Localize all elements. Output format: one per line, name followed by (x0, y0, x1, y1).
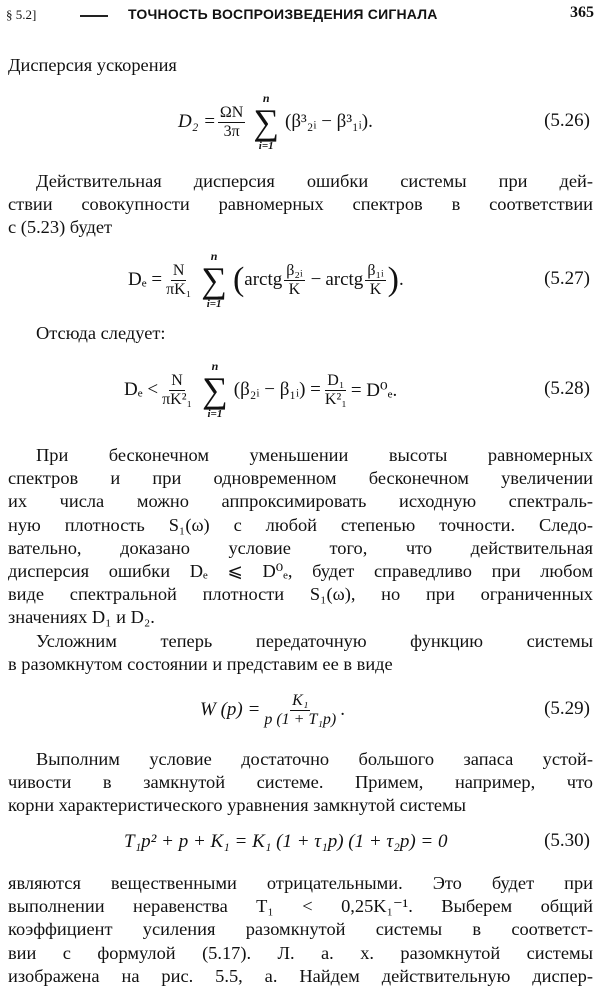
text-line: При бесконечном уменьшении высоты равномерных (36, 445, 593, 465)
text-line: Действительная дисперсия ошибки системы при дей- (36, 171, 593, 191)
equation-5-27: Dₑ = $\frac{N}{\text{πK₁}}$ n ∑ i=1 ( arctg $\frac{\text{β₂ᵢ}}{K}$ − arctg $\frac{\text{β₁ᵢ}}{K}$ ) . (5.27) (128, 249, 590, 310)
text-line: значениях D₁ и D₂. (8, 607, 155, 628)
text-line: в разомкнутом состоянии и представим ее в виде (8, 654, 393, 675)
eq-body: (β³₂ᵢ − β³₁ᵢ). (285, 111, 373, 132)
page-number: 365 (570, 4, 594, 21)
sum-symbol: n ∑ i=1 (202, 359, 228, 420)
text-line: Усложним теперь передаточную функцию системы (36, 631, 593, 651)
eq-fraction: $\frac{\text{β₁ᵢ}}{K}$ (367, 261, 384, 298)
equation-5-28 (0, 350, 600, 430)
arctg-1: arctg (244, 269, 283, 290)
eq-lhs: W (p) = (200, 699, 261, 720)
text-line: коэффициент усиления разомкнутой системы в соответст- (8, 919, 593, 940)
eq-fraction: $\frac{N}{\text{πK²₁}}$ (162, 371, 193, 408)
text-line: Отсюда следует: (36, 323, 166, 343)
arctg-2: arctg (325, 269, 364, 290)
equation-label: (5.26) (544, 110, 590, 131)
eq-lhs: D₂ = (178, 111, 216, 132)
eq-lhs: Dₑ = (128, 269, 163, 290)
text-line: спектров и при одновременном бесконечном увеличении (8, 468, 593, 489)
text-line: вии с формулой (5.17). Л. а. х. разомкнутой системы (8, 942, 593, 963)
paragraph-2 (8, 170, 593, 240)
text-line: являются вещественными отрицательными. Это будет при (8, 873, 593, 893)
paragraph-1 (8, 54, 593, 77)
equation-5-29: W (p) = $\frac{\text{K₁}}{\text{p (1 + T₁p)}}$ . (5.29) (200, 691, 590, 728)
eq-body: T₁p² + p + K₁ = K₁ (1 + τ₁p) (1 + τ₂p) = 0 (124, 831, 448, 852)
eq-fraction: $\frac{\text{β₂ᵢ}}{K}$ (286, 261, 303, 298)
text-line: Дисперсия ускорения (8, 55, 177, 75)
equation-label: (5.28) (544, 378, 590, 399)
paragraph-3 (8, 322, 593, 345)
sum-symbol: n ∑ i=1 (201, 249, 227, 310)
equation-label: (5.30) (544, 830, 590, 851)
eq-fraction: $\frac{\text{K₁}}{\text{p (1 + T₁p)}}$ (264, 691, 337, 728)
eq-fraction: $\frac{N}{\text{πK₁}}$ (166, 261, 192, 298)
equation-label: (5.29) (544, 698, 590, 719)
running-title: ТОЧНОСТЬ ВОСПРОИЗВЕДЕНИЯ СИГНАЛА (128, 6, 438, 22)
text-line: Выполним условие достаточно большого запаса устой- (36, 749, 593, 769)
eq-mid: (β₂ᵢ − β₁ᵢ) = (233, 379, 321, 400)
text-line: с (5.23) будет (8, 217, 113, 238)
text-line: их числа можно аппроксимировать исходную спектраль- (8, 491, 593, 512)
equation-5-30 (0, 822, 600, 862)
text-line: виде спектральной плотности S₁(ω), но при ограниченных (8, 584, 593, 605)
running-header (4, 4, 594, 26)
section-ref: § 5.2] (6, 7, 37, 22)
minus: − (310, 269, 322, 290)
eq-rhs: = D⁰ₑ. (350, 379, 398, 401)
text-line: выполнении неравенства T₁ < 0,25K₁⁻¹. Выберем общий (8, 896, 593, 917)
paragraph-6 (8, 748, 593, 818)
paragraph-7 (8, 872, 593, 988)
text-line: чивости в замкнутой системе. Примем, например, что (8, 772, 593, 793)
equation-5-26 (0, 82, 600, 162)
text-line: ствии совокупности равномерных спектров в соответствии (8, 194, 593, 215)
eq-fraction: $\frac{\Omega N}{3\pi}$ (219, 103, 244, 140)
sum-symbol: n ∑ i=1 (253, 91, 280, 152)
text-line: корни характеристического уравнения замкнутой системы (8, 795, 467, 816)
equation-label: (5.27) (544, 268, 590, 289)
eq-lhs: Dₑ < (124, 379, 159, 400)
paragraph-4 (8, 444, 593, 630)
eq-fraction: $\frac{\text{D₁}}{\text{K²₁}}$ (324, 371, 347, 408)
text-line: вательно, доказано условие того, что действительная (8, 537, 593, 558)
text-line: изображена на рис. 5.5, а. Найдем действительную диспер- (8, 965, 593, 986)
header-rule (80, 15, 108, 17)
text-line: дисперсия ошибки Dₑ ⩽ D⁰ₑ, будет справедливо при любом (8, 561, 593, 582)
text-line: ную плотность S₁(ω) с любой степенью точности. Следо- (8, 514, 593, 535)
